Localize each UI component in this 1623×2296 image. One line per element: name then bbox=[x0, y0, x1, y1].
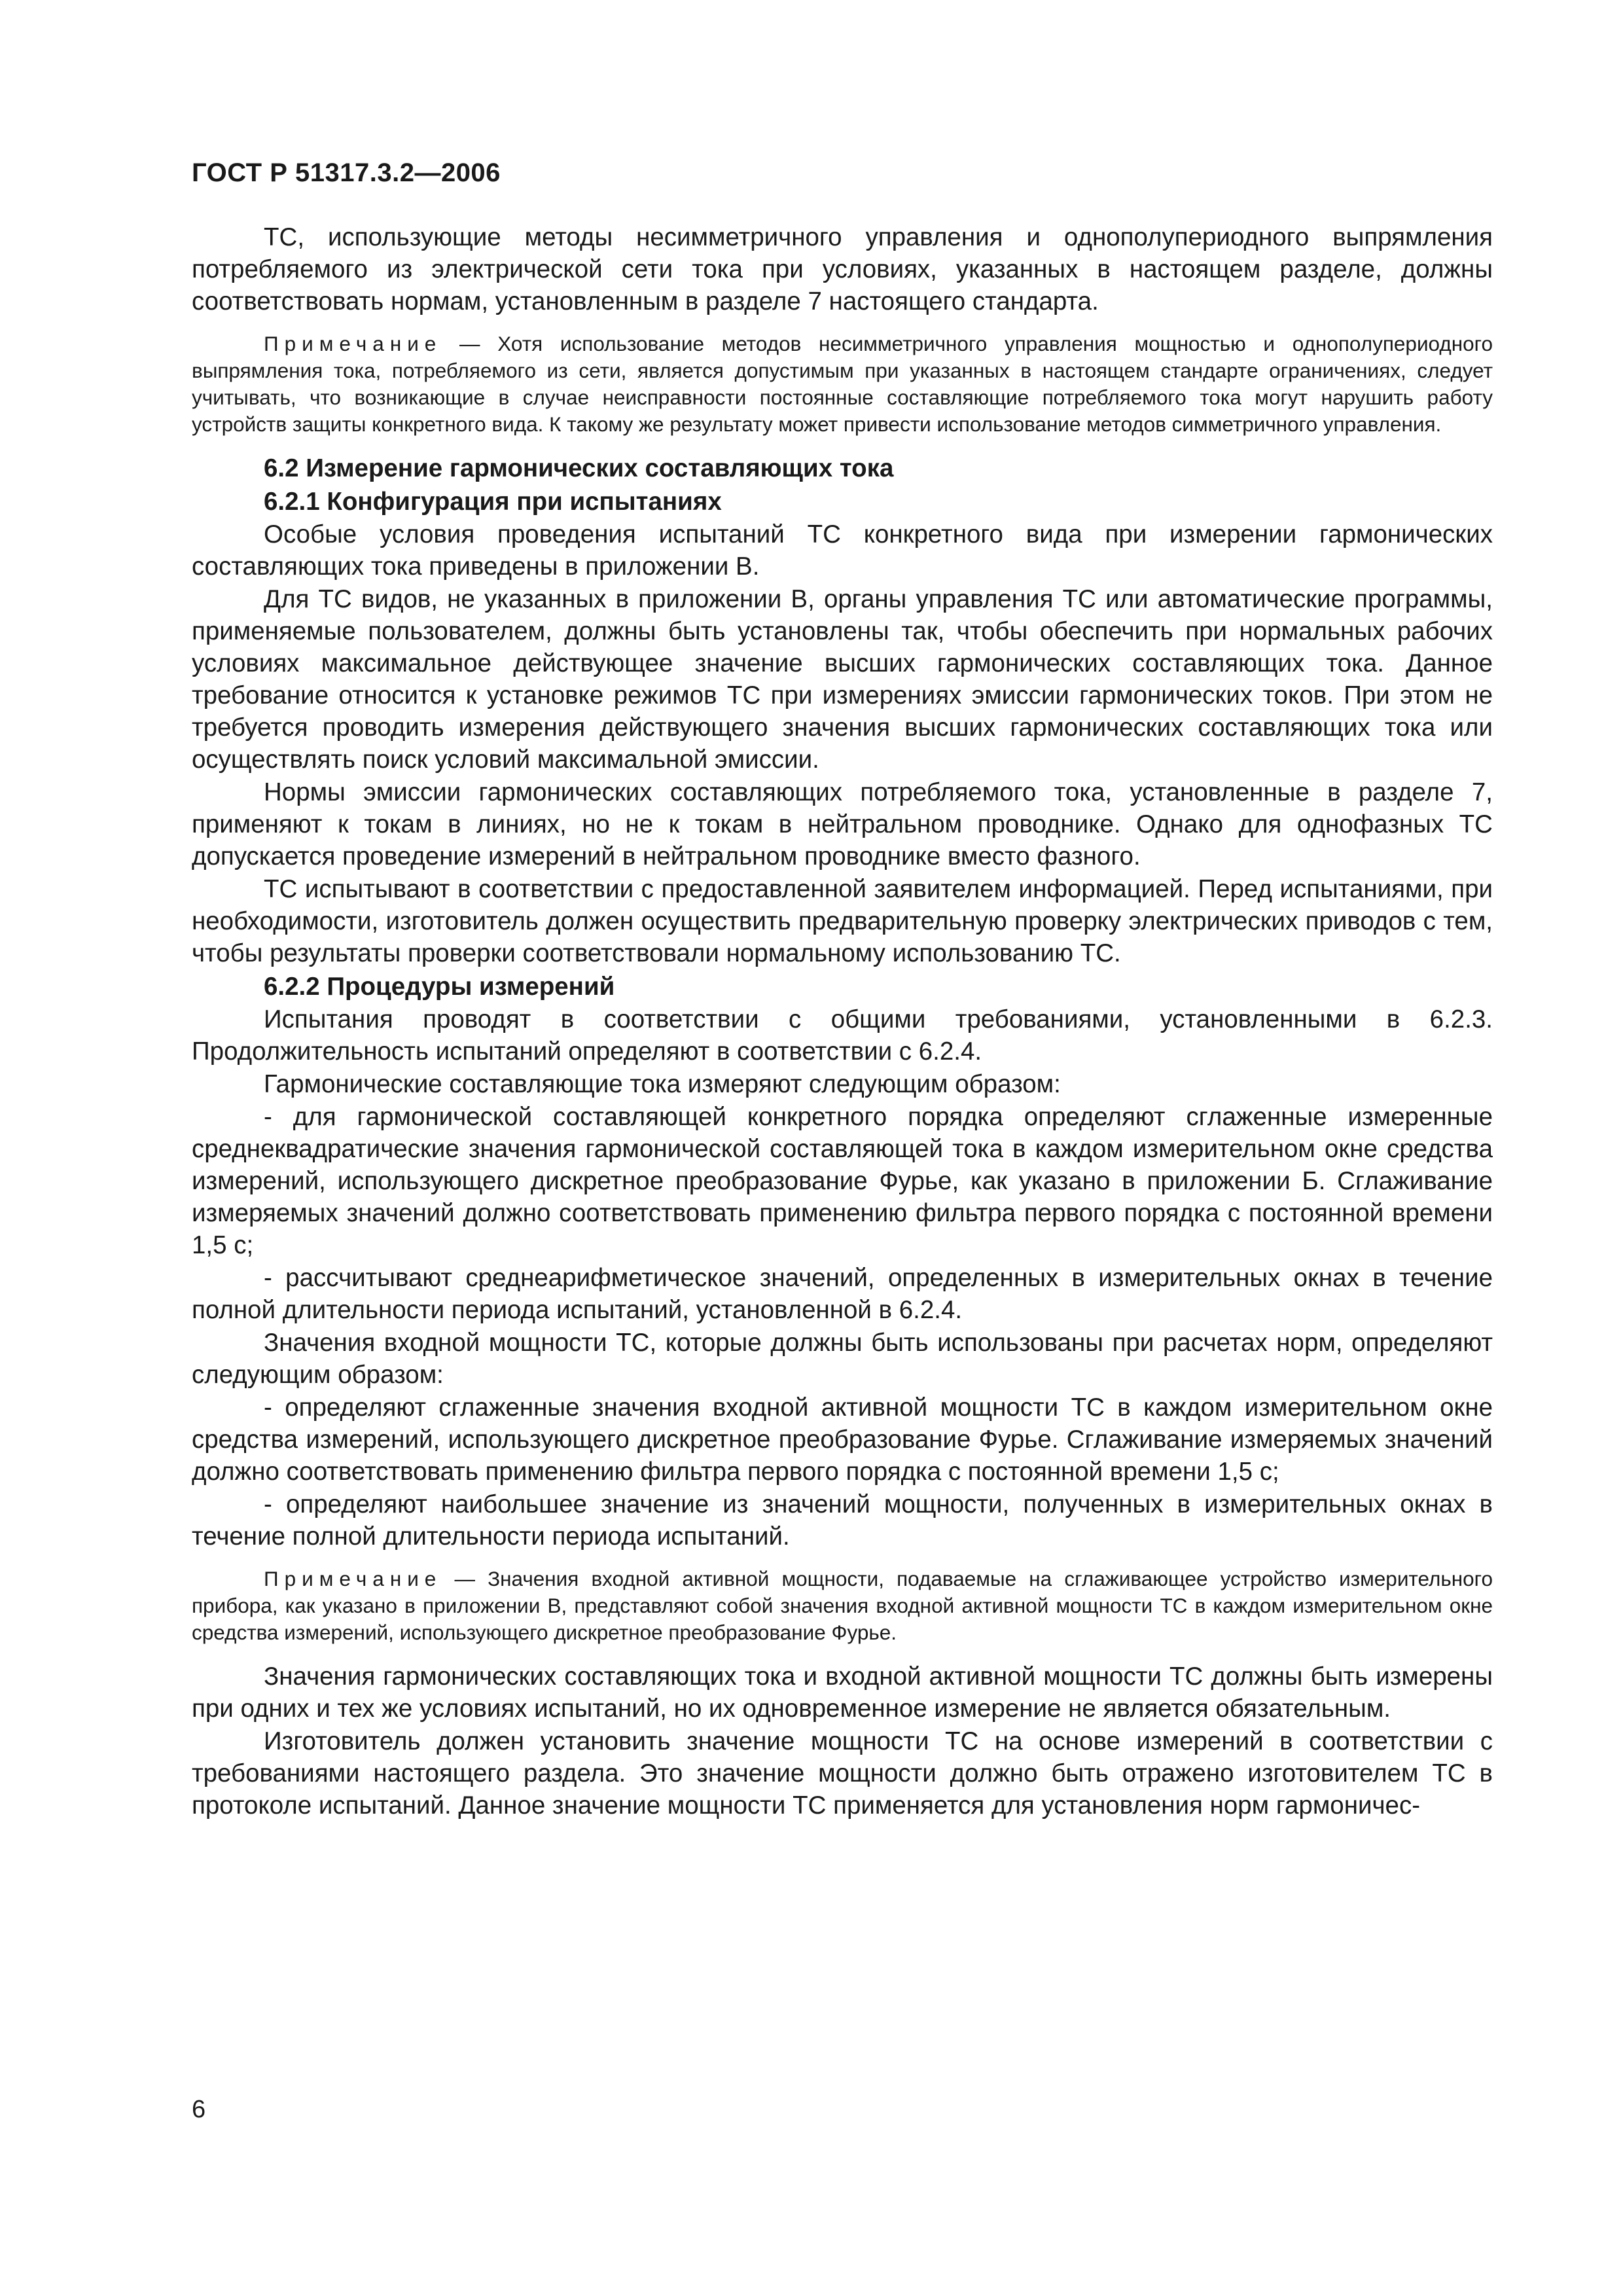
paragraph: Особые условия проведения испытаний ТС конкретного вида при измерении гармонических составляющих тока приведены в приложении В. bbox=[192, 520, 1493, 581]
paragraph: Изготовитель должен установить значение мощности ТС на основе измерений в соответствии с требованиями настоящего раздела. Это значение мощности должно быть отражено изготовителем ТС в протоколе испытаний. Данное значение мощности ТС применяется для установления норм гармоничес- bbox=[192, 1727, 1493, 1820]
paragraph: ТС испытывают в соответствии с предоставленной заявителем информацией. Перед испытаниями, при необходимости, изготовитель должен осуществить предварительную проверку электрических приводов с тем, чтобы результаты проверки соответствовали нормальному использованию ТС. bbox=[192, 875, 1493, 967]
paragraph: Значения гармонических составляющих тока и входной активной мощности ТС должны быть измерены при одних и тех же условиях испытаний, но их одновременное измерение не является обязательным. bbox=[192, 1662, 1493, 1723]
paragraph: Для ТС видов, не указанных в приложении В, органы управления ТС или автоматические программы, применяемые пользователем, должны быть установлены так, чтобы обеспечить при нормальных рабочих условиях максимальное действующее значение высших гармонических составляющих тока. Данное требование относится к установке режимов ТС при измерениях эмиссии гармонических токов. При этом не требуется проводить измерения действующего значения высших гармонических составляющих тока или осуществлять поиск условий максимальной эмиссии. bbox=[192, 585, 1493, 774]
subsection-heading: 6.2.2 Процедуры измерений bbox=[264, 973, 615, 1001]
note-text: — Значения входной активной мощности, подаваемые на сглаживающее устройство измерительного прибора, как указано в приложении В, представляют собой значения входной активной мощности ТС в каждом измерительном окне средства измерений, использующего дискретное преобразование Фурье. bbox=[192, 1567, 1493, 1644]
section-heading: 6.2 Измерение гармонических составляющих тока bbox=[264, 454, 894, 482]
paragraph: Значения входной мощности ТС, которые должны быть использованы при расчетах норм, определяют следующим образом: bbox=[192, 1329, 1493, 1389]
list-item: - для гармонической составляющей конкретного порядка определяют сглаженные измеренные среднеквадратические значения гармонической составляющей тока в каждом измерительном окне средства измерений, использующего дискретное преобразование Фурье, как указано в приложении Б. Сглаживание измеряемых значений должно соответствовать применению фильтра первого порядка с постоянной времени 1,5 с; bbox=[192, 1103, 1493, 1259]
page-content bbox=[192, 221, 1493, 1822]
note-text: — Хотя использование методов несимметричного управления мощностью и однополупериодного выпрямления тока, потребляемого из сети, является допустимым при указанных в настоящем стандарте ограничениях, следует учитывать, что возникающие в случае неисправности постоянные составляющие потребляемого тока могут нарушить работу устройств защиты конкретного вида. К такому же результату может привести использование методов симметричного управления. bbox=[192, 332, 1493, 436]
note-label: Примечание bbox=[264, 332, 442, 355]
paragraph: ТС, использующие методы несимметричного управления и однополупериодного выпрямления потребляемого из электрической сети тока при условиях, указанных в настоящем разделе, должны соответствовать нормам, установленным в разделе 7 настоящего стандарта. bbox=[192, 223, 1493, 315]
paragraph: Нормы эмиссии гармонических составляющих потребляемого тока, установленные в разделе 7, применяют к токам в линиях, но не к токам в нейтральном проводнике. Однако для однофазных ТС допускается проведение измерений в нейтральном проводнике вместо фазного. bbox=[192, 778, 1493, 870]
note-label: Примечание bbox=[264, 1567, 442, 1590]
paragraph: Испытания проводят в соответствии с общими требованиями, установленными в 6.2.3. Продолжительность испытаний определяют в соответствии с 6.2.4. bbox=[192, 1005, 1493, 1066]
subsection-heading: 6.2.1 Конфигурация при испытаниях bbox=[264, 488, 722, 516]
note bbox=[192, 331, 1493, 438]
list-item: - рассчитывают среднеарифметическое значений, определенных в измерительных окнах в течение полной длительности периода испытаний, установленной в 6.2.4. bbox=[192, 1264, 1493, 1324]
document-header: ГОСТ Р 51317.3.2—2006 bbox=[192, 158, 501, 187]
note bbox=[192, 1566, 1493, 1646]
list-item: - определяют сглаженные значения входной активной мощности ТС в каждом измерительном окне средства измерений, использующего дискретное преобразование Фурье. Сглаживание измеряемых значений должно соответствовать применению фильтра первого порядка с постоянной времени 1,5 с; bbox=[192, 1393, 1493, 1486]
page-number: 6 bbox=[192, 2096, 206, 2123]
list-item: - определяют наибольшее значение из значений мощности, полученных в измерительных окнах в течение полной длительности периода испытаний. bbox=[192, 1490, 1493, 1551]
paragraph: Гармонические составляющие тока измеряют следующим образом: bbox=[264, 1070, 1061, 1098]
